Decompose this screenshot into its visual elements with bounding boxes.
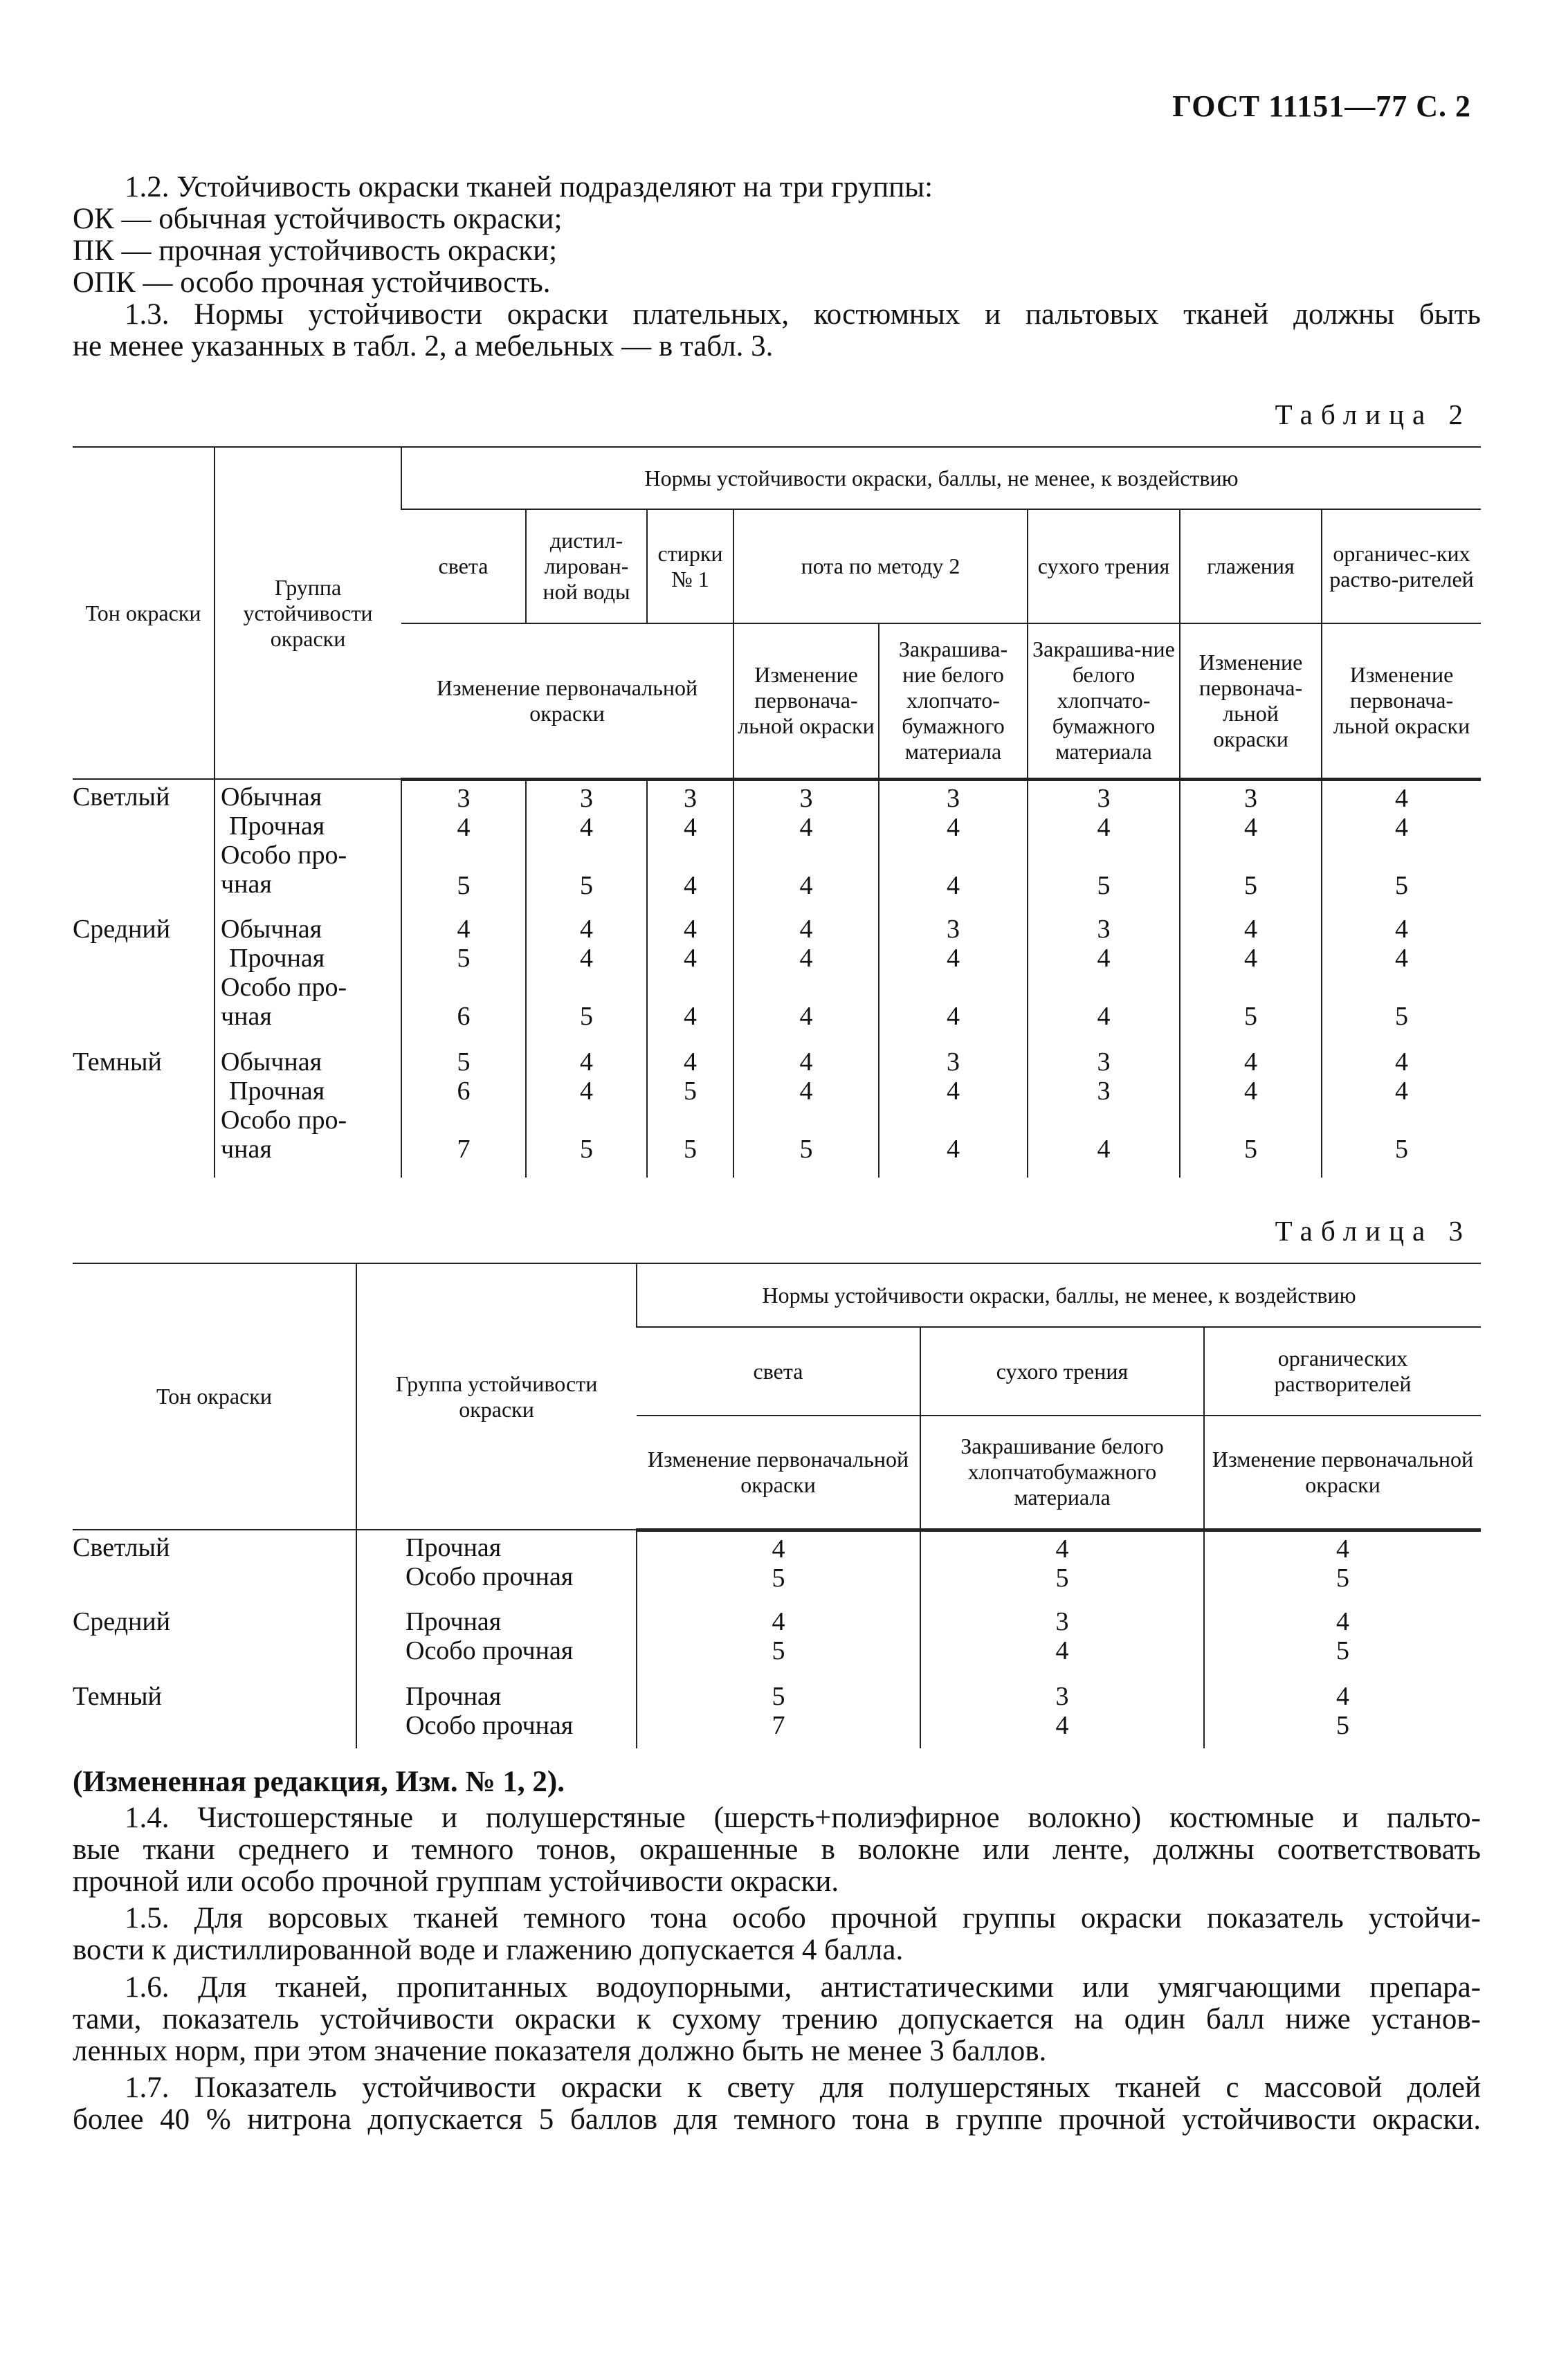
t2-sub-sweat-change: Изменение первонача-льной окраски [733,623,879,779]
group-opk: ОПК — особо прочная устойчивость. [73,266,551,299]
t2-factor-light: света [401,509,526,623]
t2-sub-sweat-stain: Закрашива-ние белого хлопчато-бумажного материала [879,623,1028,779]
t2-cell: 4 4 5 [1180,1045,1322,1178]
t3-cell: 4 5 [920,1530,1204,1604]
t3-cell: 5 7 [637,1679,920,1748]
t2-cell: 4 4 5 [1322,912,1481,1045]
t2-factor-solvent: органичес-ких раство-рителей [1322,509,1481,623]
table-row [73,1045,1481,1178]
clause-1-7: 1.7. Показатель устойчивости окраски к свету для полушерстяных тканей с массовой долей более 40 % нитрона допускается 5 баллов для темного тона в группе прочной устойчивости окраски. [73,2071,1481,2136]
t2-cell: 3 4 4 [647,779,733,912]
table-3 [73,1263,1481,1748]
t2-cell: 4 4 5 [526,1045,647,1178]
t2-factor-sweat: пота по методу 2 [733,509,1028,623]
t3-tone-light: Светлый [73,1533,170,1562]
t2-groups: Обычная Прочная Особо про- чная [215,1045,401,1178]
t2-cell: 3 4 4 [879,779,1028,912]
t2-col-group: Группа устойчивости окраски [215,447,401,779]
t2-cell: 4 4 4 [733,912,879,1045]
table-row [73,1679,1481,1748]
t3-groups: Прочная Особо прочная [356,1604,637,1679]
table-row [73,779,1481,912]
t2-cell: 4 4 5 [733,1045,879,1178]
table-row [73,912,1481,1045]
intro-section [73,172,1481,363]
t3-cell: 4 5 [637,1604,920,1679]
table-2 [73,446,1481,1178]
clause-1-5: 1.5. Для ворсовых тканей темного тона особо прочной группы окраски показатель устойчи- вости к дистиллированной воде и глажению допускается 4 балла. [73,1902,1481,1966]
t2-cell: 4 5 6 [401,912,526,1045]
t3-col-group: Группа устойчивости окраски [356,1263,637,1530]
t3-factor-rub: сухого трения [920,1327,1204,1416]
t2-cell: 4 4 5 [1180,912,1322,1045]
group-ok: ОК — обычная устойчивость окраски; [73,203,563,235]
t2-cell: 3 4 4 [879,912,1028,1045]
table-row [73,1604,1481,1679]
t2-groups: Обычная Прочная Особо про- чная [215,779,401,912]
t3-groups: Прочная Особо прочная [356,1679,637,1748]
t2-cell: 4 4 4 [647,912,733,1045]
amendment-note: (Измененная редакция, Изм. № 1, 2). [73,1766,565,1798]
t3-cell: 4 5 [1204,1604,1481,1679]
page-header: ГОСТ 11151—77 С. 2 [1172,89,1471,123]
t2-cell: 3 4 4 [733,779,879,912]
table2-caption: Таблица 2 [1275,399,1471,430]
t3-norms-header: Нормы устойчивости окраски, баллы, не менее, к воздействию [637,1263,1481,1327]
clause-1-3-line2: не менее указанных в табл. 2, а мебельных — в табл. 3. [73,330,774,363]
t3-factor-solvent: органических растворителей [1204,1327,1481,1416]
t3-cell: 4 5 [1204,1530,1481,1604]
t3-tone-dark: Темный [73,1682,162,1711]
t2-tone-medium: Средний [73,915,171,944]
clause-1-6: 1.6. Для тканей, пропитанных водоупорными, антистатическими или умягчающими препара- тами, показатель устойчивости окраски к сухому трению допускается на один балл ниже установ- ленных норм, при этом значение показателя должно быть не менее 3 баллов. [73,1971,1481,2067]
t2-cell: 4 4 5 [526,912,647,1045]
t2-cell: 3 4 4 [879,1045,1028,1178]
t2-sub-rub-stain: Закрашива-ние белого хлопчато-бумажного материала [1028,623,1180,779]
t3-cell: 3 4 [920,1679,1204,1748]
t2-factor-rub: сухого трения [1028,509,1180,623]
t2-cell: 3 4 5 [526,779,647,912]
t3-cell: 3 4 [920,1604,1204,1679]
t3-sub-rub: Закрашивание белого хлопчатобумажного материала [920,1416,1204,1530]
t3-groups: Прочная Особо прочная [356,1530,637,1604]
t2-cell: 3 4 5 [1180,779,1322,912]
t3-sub-solvent: Изменение первоначальной окраски [1204,1416,1481,1530]
t3-cell: 4 5 [637,1530,920,1604]
t2-sub-iron-change: Изменение первонача-льной окраски [1180,623,1322,779]
t2-factor-water: дистил-лирован-ной воды [526,509,647,623]
t2-tone-light: Светлый [73,782,170,812]
t2-sub-solvent-change: Изменение первонача-льной окраски [1322,623,1481,779]
clause-1-3-line1: 1.3. Нормы устойчивости окраски плательных, костюмных и пальтовых тканей должны быть [125,298,1481,331]
t3-col-tone: Тон окраски [73,1263,356,1530]
table-row [73,1530,1481,1604]
t2-cell: 4 5 5 [647,1045,733,1178]
t2-cell: 3 3 4 [1028,1045,1180,1178]
t3-sub-light: Изменение первоначальной окраски [637,1416,920,1530]
t2-groups: Обычная Прочная Особо про- чная [215,912,401,1045]
t2-cell: 4 4 5 [1322,779,1481,912]
t2-cell: 3 4 5 [1028,779,1180,912]
t2-cell: 3 4 5 [401,779,526,912]
t3-tone-medium: Средний [73,1607,171,1636]
t3-cell: 4 5 [1204,1679,1481,1748]
t2-sub-change-initial: Изменение первоначальной окраски [401,623,733,779]
clause-1-2: 1.2. Устойчивость окраски тканей подразделяют на три группы: [125,171,933,203]
t2-cell: 5 6 7 [401,1045,526,1178]
t2-tone-dark: Темный [73,1047,162,1077]
group-pk: ПК — прочная устойчивость окраски; [73,235,558,267]
t2-factor-wash: стирки № 1 [647,509,733,623]
t2-col-tone: Тон окраски [73,447,215,779]
t2-norms-header: Нормы устойчивости окраски, баллы, не менее, к воздействию [401,447,1481,509]
clause-1-4: 1.4. Чистошерстяные и полушерстяные (шерсть+полиэфирное волокно) костюмные и пальто- вые ткани среднего и темного тонов, окрашенные в волокне или ленте, должны соответствовать прочной или особо прочной группам устойчивости окраски. [73,1802,1481,1898]
t2-cell: 4 4 5 [1322,1045,1481,1178]
t2-factor-iron: глажения [1180,509,1322,623]
table3-caption: Таблица 3 [1275,1215,1471,1247]
t2-cell: 3 4 4 [1028,912,1180,1045]
t3-factor-light: света [637,1327,920,1416]
